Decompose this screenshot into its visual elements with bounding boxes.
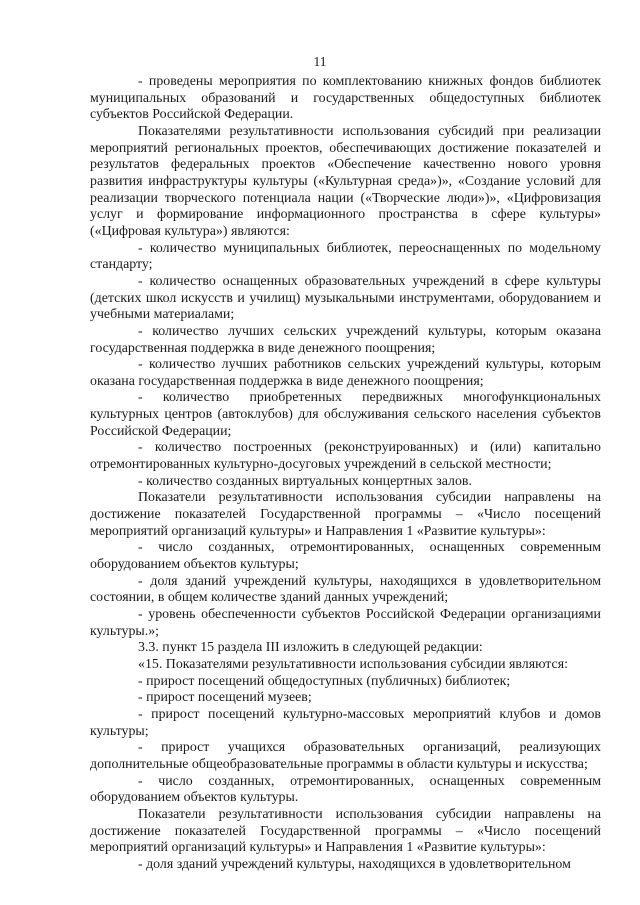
paragraph-14: 3.3. пункт 15 раздела III изложить в следующей редакции:: [138, 640, 483, 656]
paragraph-16: - прирост посещений общедоступных (публичных) библиотек;: [138, 673, 511, 689]
paragraph-3: - количество муниципальных библиотек, переоснащенных по модельному стандарту;: [90, 240, 601, 273]
paragraph-9: - количество созданных виртуальных концертных залов.: [138, 473, 472, 489]
paragraph-12: - доля зданий учреждений культуры, находящихся в удовлетворительном состоянии, в общем количестве зданий данных учреждений;: [90, 573, 601, 606]
paragraph-15: «15. Показателями результативности использования субсидии являются:: [138, 656, 568, 672]
page-number: 11: [313, 54, 327, 69]
paragraph-19: - прирост учащихся образовательных организаций, реализующих дополнительные общеобразовательные программы в области культуры и искусства;: [90, 740, 601, 772]
paragraph-8: - количество построенных (реконструированных) и (или) капитально отремонтированных культурно-досуговых учреждений в сельской местности;: [90, 440, 601, 473]
paragraph-10: Показатели результативности использования субсидии направлены на достижение показателей Государственной программы – «Число посещений мероприятий организаций культуры» и Направления 1 «Развитие культуры»:: [90, 490, 601, 539]
paragraph-2: Показателями результативности использования субсидий при реализации мероприятий региональных проектов, обеспечивающих достижение показателей и результатов федеральных проектов «Обеспечение качественно нового уровня развития инфраструктуры культуры («Культурная среда»)», «Создание условий для реализации творческого потенциала нации («Творческие люди»)», «Цифровизация услуг и формирование информационного пространства в сфере культуры» («Цифровая культура») являются:: [90, 123, 601, 239]
paragraph-20: - число созданных, отремонтированных, оснащенных современным оборудованием объектов культуры.: [90, 773, 601, 806]
paragraph-6: - количество лучших работников сельских учреждений культуры, которым оказана государственная поддержка в виде денежного поощрения;: [90, 357, 601, 389]
paragraph-11: - число созданных, отремонтированных, оснащенных современным оборудованием объектов культуры;: [90, 540, 601, 573]
paragraph-7: - количество приобретенных передвижных многофункциональных культурных центров (автоклубов) для обслуживания сельского населения субъектов Российской Федерации;: [90, 390, 601, 439]
paragraph-13: - уровень обеспеченности субъектов Российской Федерации организациями культуры.»;: [90, 607, 601, 639]
paragraph-4: - количество оснащенных образовательных учреждений в сфере культуры (детских школ искусств и училищ) музыкальными инструментами, оборудованием и учебными материалами;: [90, 273, 601, 323]
paragraph-17: - прирост посещений музеев;: [138, 690, 312, 706]
paragraph-1: - проведены мероприятия по комплектованию книжных фондов библиотек муниципальных образований и государственных общедоступных библиотек субъектов Российской Федерации.: [90, 74, 601, 123]
document-body: [90, 74, 601, 874]
paragraph-22: - доля зданий учреждений культуры, находящихся в удовлетворительном: [138, 856, 571, 872]
paragraph-21: Показатели результативности использования субсидии направлены на достижение показателей Государственной программы – «Число посещений мероприятий организаций культуры» и Направления 1 «Развитие культуры»:: [90, 806, 601, 856]
paragraph-18: - прирост посещений культурно-массовых мероприятий клубов и домов культуры;: [90, 706, 601, 739]
paragraph-5: - количество лучших сельских учреждений культуры, которым оказана государственная поддержка в виде денежного поощрения;: [90, 323, 601, 356]
